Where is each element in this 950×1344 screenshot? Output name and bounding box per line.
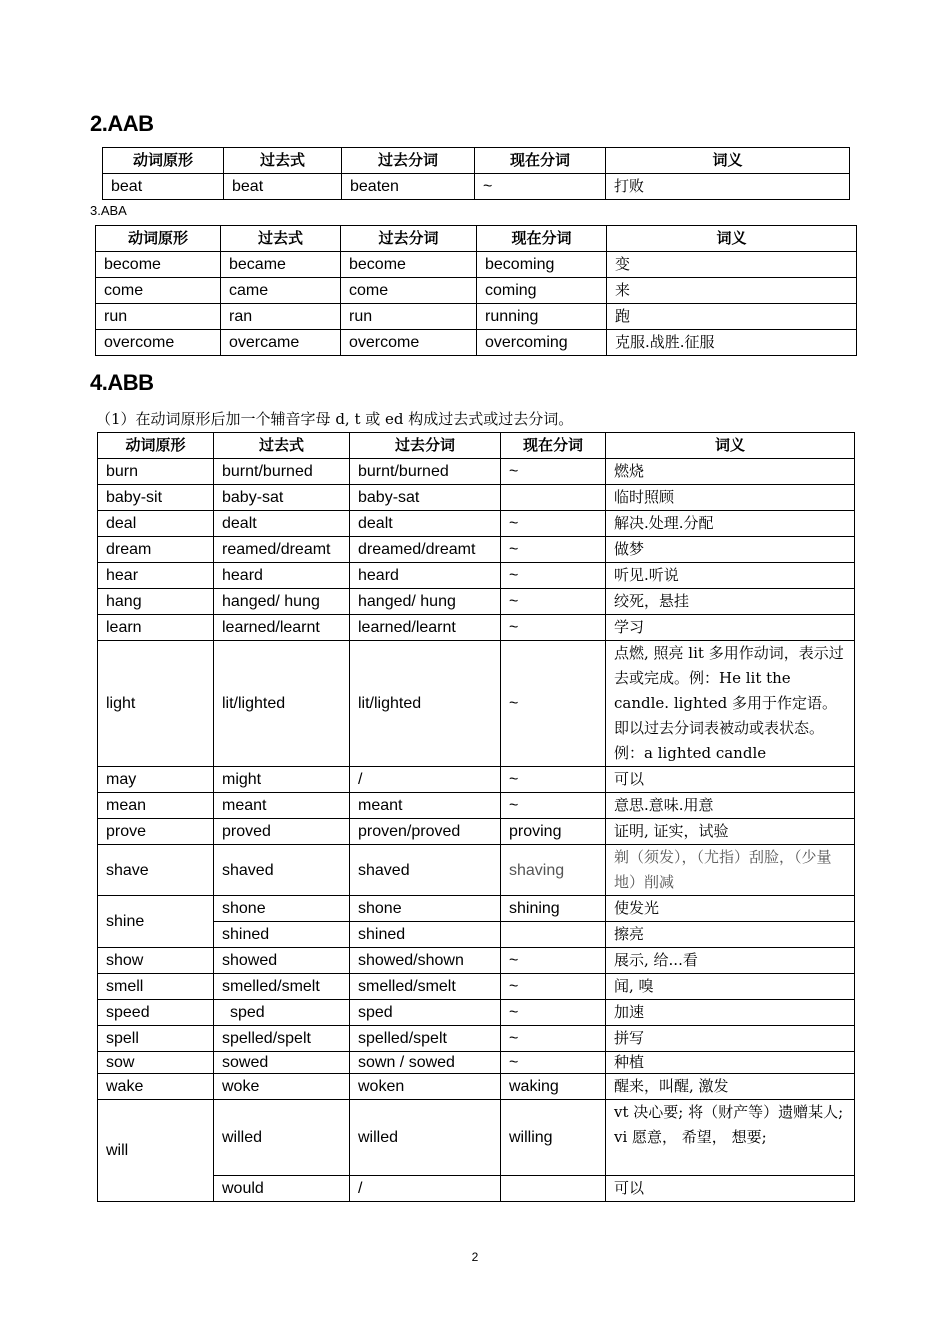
cell-past: willed	[214, 1100, 350, 1176]
cell-past-participle: woken	[350, 1074, 501, 1100]
cell-past-participle: showed/shown	[350, 948, 501, 974]
cell-base: may	[98, 767, 214, 793]
cell-past: burnt/burned	[214, 459, 350, 485]
table-row	[98, 1052, 855, 1074]
cell-past-participle: dealt	[350, 511, 501, 537]
table-row	[98, 896, 855, 922]
cell-past-participle: proven/proved	[350, 819, 501, 845]
cell-present-participle: ~	[501, 537, 606, 563]
cell-meaning: vt 决心要; 将（财产等）遗赠某人; vi 愿意， 希望， 想要;	[606, 1100, 855, 1176]
abb-table	[97, 432, 855, 1202]
table-row	[96, 330, 857, 356]
cell-base: come	[96, 278, 221, 304]
cell-meaning: 加速	[606, 1000, 855, 1026]
cell-meaning: 可以	[606, 1176, 855, 1202]
cell-past: beat	[224, 174, 342, 200]
abb-rule-note: （1）在动词原形后加一个辅音字母 d, t 或 ed 构成过去式或过去分词。	[96, 410, 574, 428]
table-row	[98, 641, 855, 767]
cell-past: became	[221, 252, 341, 278]
cell-base: burn	[98, 459, 214, 485]
table-row	[98, 1026, 855, 1052]
cell-past-participle: shaved	[350, 845, 501, 896]
cell-past: baby-sat	[214, 485, 350, 511]
table-row	[98, 511, 855, 537]
cell-present-participle: ~	[501, 1052, 606, 1074]
header-past-tense: 过去式	[221, 226, 341, 252]
cell-past: reamed/dreamt	[214, 537, 350, 563]
header-past-participle: 过去分词	[341, 226, 477, 252]
cell-meaning: 醒来，叫醒, 激发	[606, 1074, 855, 1100]
cell-past-participle: willed	[350, 1100, 501, 1176]
cell-past-participle: burnt/burned	[350, 459, 501, 485]
cell-past-participle: shone	[350, 896, 501, 922]
table-row	[98, 845, 855, 896]
cell-past: overcame	[221, 330, 341, 356]
header-base-form: 动词原形	[96, 226, 221, 252]
cell-meaning: 意思.意味.用意	[606, 793, 855, 819]
cell-base: shave	[98, 845, 214, 896]
cell-past-participle: overcome	[341, 330, 477, 356]
cell-meaning: 使发光	[606, 896, 855, 922]
table-row	[98, 948, 855, 974]
cell-past-participle: hanged/ hung	[350, 589, 501, 615]
cell-meaning: 做梦	[606, 537, 855, 563]
cell-base: sow	[98, 1052, 214, 1074]
cell-past-participle: run	[341, 304, 477, 330]
cell-present-participle: ~	[501, 563, 606, 589]
cell-base: light	[98, 641, 214, 767]
table-row	[96, 252, 857, 278]
cell-base: learn	[98, 615, 214, 641]
cell-present-participle: ~	[501, 511, 606, 537]
cell-meaning: 剃（须发），（尤指）刮脸，（少量地）削减	[606, 845, 855, 896]
cell-meaning: 解决.处理.分配	[606, 511, 855, 537]
cell-present-participle	[501, 485, 606, 511]
cell-base: will	[98, 1100, 214, 1202]
cell-present-participle: running	[477, 304, 607, 330]
cell-past-participle: meant	[350, 793, 501, 819]
header-present-participle: 现在分词	[475, 148, 606, 174]
cell-base: smell	[98, 974, 214, 1000]
table-row	[96, 304, 857, 330]
header-meaning: 词义	[606, 148, 850, 174]
cell-present-participle: ~	[501, 1026, 606, 1052]
table-row	[98, 974, 855, 1000]
cell-past-participle: become	[341, 252, 477, 278]
cell-past: sped	[214, 1000, 350, 1026]
cell-meaning: 拼写	[606, 1026, 855, 1052]
aab-table	[102, 147, 850, 200]
cell-past: showed	[214, 948, 350, 974]
table-row	[98, 1100, 855, 1176]
header-past-participle: 过去分词	[342, 148, 475, 174]
cell-past: heard	[214, 563, 350, 589]
cell-base: hang	[98, 589, 214, 615]
cell-meaning: 跑	[607, 304, 857, 330]
cell-present-participle: waking	[501, 1074, 606, 1100]
cell-past-participle: /	[350, 1176, 501, 1202]
cell-meaning: 燃烧	[606, 459, 855, 485]
cell-base: shine	[98, 896, 214, 948]
cell-present-participle: ~	[501, 1000, 606, 1026]
cell-past: smelled/smelt	[214, 974, 350, 1000]
table-row	[98, 1000, 855, 1026]
cell-base: beat	[103, 174, 224, 200]
cell-base: mean	[98, 793, 214, 819]
section-title-abb: 4.ABB	[90, 370, 154, 395]
table-row	[98, 767, 855, 793]
cell-meaning: 可以	[606, 767, 855, 793]
table-row	[98, 485, 855, 511]
cell-meaning: 种植	[606, 1052, 855, 1074]
cell-meaning: 变	[607, 252, 857, 278]
header-meaning: 词义	[607, 226, 857, 252]
cell-past: dealt	[214, 511, 350, 537]
section-title-aab: 2.AAB	[90, 111, 154, 136]
section-title-aba: 3.ABA	[90, 203, 127, 218]
cell-meaning: 绞死，悬挂	[606, 589, 855, 615]
cell-present-participle: proving	[501, 819, 606, 845]
cell-past-participle: learned/learnt	[350, 615, 501, 641]
cell-base: baby-sit	[98, 485, 214, 511]
cell-present-participle	[501, 922, 606, 948]
cell-past-participle: baby-sat	[350, 485, 501, 511]
header-present-participle: 现在分词	[501, 433, 606, 459]
table-header-row	[96, 226, 857, 252]
header-past-tense: 过去式	[214, 433, 350, 459]
cell-past: learned/learnt	[214, 615, 350, 641]
cell-base: overcome	[96, 330, 221, 356]
cell-meaning: 展示, 给...看	[606, 948, 855, 974]
cell-past-participle: dreamed/dreamt	[350, 537, 501, 563]
cell-past: woke	[214, 1074, 350, 1100]
table-row	[96, 278, 857, 304]
cell-base: prove	[98, 819, 214, 845]
header-past-participle: 过去分词	[350, 433, 501, 459]
cell-past: shined	[214, 922, 350, 948]
cell-base: become	[96, 252, 221, 278]
cell-present-participle: willing	[501, 1100, 606, 1176]
table-row	[98, 793, 855, 819]
table-row	[98, 459, 855, 485]
table-row	[98, 615, 855, 641]
cell-present-participle: ~	[501, 974, 606, 1000]
cell-base: spell	[98, 1026, 214, 1052]
cell-base: hear	[98, 563, 214, 589]
cell-meaning: 来	[607, 278, 857, 304]
cell-present-participle: ~	[475, 174, 606, 200]
cell-past-participle: heard	[350, 563, 501, 589]
cell-past: proved	[214, 819, 350, 845]
cell-past-participle: come	[341, 278, 477, 304]
table-row	[98, 1074, 855, 1100]
cell-meaning: 证明, 证实，试验	[606, 819, 855, 845]
cell-meaning: 打败	[606, 174, 850, 200]
cell-past-participle: spelled/spelt	[350, 1026, 501, 1052]
cell-meaning: 临时照顾	[606, 485, 855, 511]
cell-present-participle	[501, 1176, 606, 1202]
header-present-participle: 现在分词	[477, 226, 607, 252]
table-row	[98, 589, 855, 615]
cell-past: shaved	[214, 845, 350, 896]
header-past-tense: 过去式	[224, 148, 342, 174]
cell-meaning: 点燃, 照亮 lit 多用作动词，表示过去或完成。例：He lit the candle. lighted 多用于作定语。即以过去分词表被动或表状态。例：a lighted candle	[606, 641, 855, 767]
cell-past: would	[214, 1176, 350, 1202]
cell-base: run	[96, 304, 221, 330]
table-header-row	[103, 148, 850, 174]
cell-past-participle: /	[350, 767, 501, 793]
cell-present-participle: ~	[501, 793, 606, 819]
cell-past: meant	[214, 793, 350, 819]
table-header-row	[98, 433, 855, 459]
cell-past-participle: lit/lighted	[350, 641, 501, 767]
cell-present-participle: coming	[477, 278, 607, 304]
cell-past-participle: sped	[350, 1000, 501, 1026]
cell-past-participle: beaten	[342, 174, 475, 200]
cell-base: show	[98, 948, 214, 974]
cell-past: lit/lighted	[214, 641, 350, 767]
cell-past: came	[221, 278, 341, 304]
cell-present-participle: ~	[501, 459, 606, 485]
header-base-form: 动词原形	[98, 433, 214, 459]
page-number: 2	[471, 1250, 479, 1264]
cell-past: ran	[221, 304, 341, 330]
cell-past: sowed	[214, 1052, 350, 1074]
cell-base: deal	[98, 511, 214, 537]
cell-base: dream	[98, 537, 214, 563]
cell-present-participle: ~	[501, 948, 606, 974]
table-row	[98, 819, 855, 845]
cell-meaning: 闻, 嗅	[606, 974, 855, 1000]
cell-base: speed	[98, 1000, 214, 1026]
cell-past-participle: sown / sowed	[350, 1052, 501, 1074]
cell-past-participle: shined	[350, 922, 501, 948]
header-meaning: 词义	[606, 433, 855, 459]
cell-past: spelled/spelt	[214, 1026, 350, 1052]
table-row	[98, 563, 855, 589]
cell-present-participle: shining	[501, 896, 606, 922]
table-row	[98, 537, 855, 563]
cell-present-participle: ~	[501, 615, 606, 641]
cell-past: hanged/ hung	[214, 589, 350, 615]
cell-present-participle: becoming	[477, 252, 607, 278]
cell-present-participle: shaving	[501, 845, 606, 896]
cell-meaning: 学习	[606, 615, 855, 641]
cell-past-participle: smelled/smelt	[350, 974, 501, 1000]
aba-table	[95, 225, 857, 356]
cell-present-participle: overcoming	[477, 330, 607, 356]
cell-past: shone	[214, 896, 350, 922]
cell-base: wake	[98, 1074, 214, 1100]
table-row	[103, 174, 850, 200]
cell-present-participle: ~	[501, 589, 606, 615]
header-base-form: 动词原形	[103, 148, 224, 174]
cell-meaning: 克服.战胜.征服	[607, 330, 857, 356]
cell-meaning: 听见.听说	[606, 563, 855, 589]
cell-present-participle: ~	[501, 641, 606, 767]
cell-meaning: 擦亮	[606, 922, 855, 948]
cell-present-participle: ~	[501, 767, 606, 793]
cell-past: might	[214, 767, 350, 793]
